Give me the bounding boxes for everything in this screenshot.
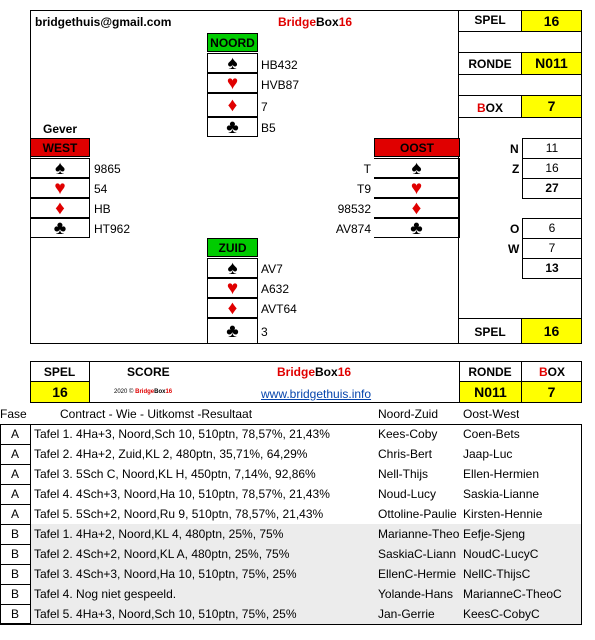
- oost-spade-cell: [374, 158, 460, 178]
- brand-part-2: Box: [316, 15, 339, 29]
- score-label: SCORE: [127, 365, 170, 379]
- oost-heart-cell: [374, 178, 460, 198]
- hcp-ow-total: 13: [545, 261, 559, 275]
- hcp-n-label: N: [510, 142, 519, 156]
- score-brand-part-3: 16: [337, 365, 352, 379]
- oost-clubs: AV874: [335, 222, 371, 236]
- hcp-o-label: O: [510, 222, 520, 236]
- spel-bottom-value: 16: [543, 323, 560, 339]
- zuid-diamonds: AVT64: [261, 302, 297, 316]
- row-fase: A: [10, 467, 19, 481]
- row-nz: Kees-Coby: [378, 427, 438, 441]
- hcp-z-value: 16: [545, 161, 559, 175]
- heart-icon: ♥: [226, 72, 239, 94]
- noord-diamond-cell: [207, 93, 258, 117]
- noord-diamonds: 7: [261, 100, 268, 114]
- row-nz: EllenC-Hermie: [378, 567, 457, 581]
- oost-hearts: T9: [356, 182, 371, 196]
- row-fase: A: [10, 427, 19, 441]
- score-brand-part-1: Bridge: [277, 365, 316, 379]
- score-box-label: [522, 365, 582, 379]
- score-spel-label: SPEL: [43, 365, 76, 379]
- score-box-label-b: B: [538, 365, 548, 379]
- zuid-heart-cell: [207, 278, 258, 298]
- score-brand-part-2: Box: [315, 365, 338, 379]
- west-heart-cell: [30, 178, 90, 198]
- noord-hearts: HVB87: [261, 78, 300, 92]
- ronde-label: RONDE: [468, 57, 512, 71]
- row-ow: KeesC-CobyC: [463, 607, 540, 621]
- hcp-w-value: 7: [548, 241, 556, 255]
- row-ow: Eefje-Sjeng: [463, 527, 526, 541]
- club-icon: ♣: [410, 217, 423, 239]
- score-spel-value: 16: [52, 384, 68, 400]
- hcp-w-label: W: [508, 242, 520, 256]
- col-contract: Contract - Wie - Uitkomst -Resultaat: [60, 407, 253, 421]
- noord-clubs: B5: [261, 121, 276, 135]
- spade-icon: ♠: [227, 257, 238, 279]
- west-clubs: HT962: [94, 222, 131, 236]
- west-club-cell: [30, 218, 90, 238]
- west-header: WEST: [30, 138, 90, 157]
- row-fase: B: [10, 567, 19, 581]
- hcp-o-value: 6: [548, 221, 556, 235]
- col-nz: Noord-Zuid: [378, 407, 439, 421]
- row-ow: Coen-Bets: [463, 427, 520, 441]
- website-link[interactable]: www.bridgethuis.info: [261, 387, 372, 401]
- row-contract: Tafel 2. 4Ha+2, Zuid,KL 2, 480ptn, 35,71%, 64,29%: [34, 447, 308, 461]
- spel-value: 16: [543, 13, 560, 29]
- score-box-label-rest: OX: [547, 365, 565, 379]
- zuid-diamond-cell: [207, 298, 258, 318]
- oost-diamonds: 98532: [337, 202, 371, 216]
- col-fase: Fase: [0, 407, 27, 421]
- score-box-value: 7: [547, 384, 556, 400]
- diamond-icon: ♦: [411, 197, 422, 219]
- row-nz: Noud-Lucy: [378, 487, 437, 501]
- box-label: [459, 101, 521, 115]
- row-contract: Tafel 1. 4Ha+2, Noord,KL 4, 480ptn, 25%, 75%: [34, 527, 284, 541]
- spade-icon: ♠: [227, 52, 238, 74]
- score-brand: [277, 365, 351, 379]
- noord-header: NOORD: [207, 33, 258, 52]
- row-contract: Tafel 2. 4Sch+2, Noord,KL A, 480ptn, 25%, 75%: [34, 547, 290, 561]
- row-ow: NellC-ThijsC: [463, 567, 531, 581]
- gever-label: Gever: [43, 122, 78, 136]
- zuid-club-cell: [207, 318, 258, 344]
- heart-icon: ♥: [226, 277, 239, 299]
- row-contract: Tafel 3. 4Sch+3, Noord,Ha 10, 510ptn, 75%, 25%: [34, 567, 297, 581]
- west-diamonds: HB: [94, 202, 111, 216]
- row-fase: B: [10, 607, 19, 621]
- row-ow: Ellen-Hermien: [463, 467, 540, 481]
- hcp-n-value: 11: [545, 141, 559, 155]
- box-label-b: B: [476, 101, 486, 115]
- box-value: 7: [547, 98, 556, 114]
- noord-spade-cell: [207, 53, 258, 73]
- copyright-brand-1: Bridge: [135, 389, 155, 395]
- zuid-spade-cell: [207, 258, 258, 278]
- copyright: [114, 389, 172, 395]
- score-ronde-value: N011: [474, 384, 507, 400]
- hcp-z-label: Z: [512, 162, 520, 176]
- row-nz: Marianne-Theo: [378, 527, 460, 541]
- club-icon: ♣: [53, 217, 67, 239]
- row-contract: Tafel 5. 5Sch+2, Noord,Ru 9, 510ptn, 78,57%, 21,43%: [34, 507, 324, 521]
- email-label: bridgethuis@gmail.com: [35, 15, 172, 29]
- noord-heart-cell: [207, 73, 258, 93]
- brand-part-3: 16: [338, 15, 353, 29]
- row-fase: B: [10, 527, 19, 541]
- row-ow: NoudC-LucyC: [463, 547, 539, 561]
- diamond-icon: ♦: [227, 297, 238, 319]
- row-fase: A: [10, 487, 19, 501]
- zuid-spades: AV7: [261, 262, 283, 276]
- west-spades: 9865: [94, 162, 121, 176]
- oost-header: OOST: [374, 138, 460, 157]
- heart-icon: ♥: [410, 177, 423, 199]
- row-fase: A: [10, 507, 19, 521]
- box-label-rest: OX: [485, 101, 503, 115]
- spel-label: SPEL: [474, 13, 506, 27]
- row-contract: Tafel 1. 4Ha+3, Noord,Sch 10, 510ptn, 78,57%, 21,43%: [34, 427, 330, 441]
- oost-spades: T: [363, 162, 371, 176]
- west-hearts: 54: [94, 182, 108, 196]
- diamond-icon: ♦: [227, 94, 238, 116]
- zuid-clubs: 3: [261, 325, 268, 339]
- row-nz: Chris-Bert: [378, 447, 433, 461]
- row-contract: Tafel 3. 5Sch C, Noord,KL H, 450ptn, 7,14%, 92,86%: [34, 467, 316, 481]
- copyright-brand-3: 16: [165, 389, 173, 395]
- row-nz: Nell-Thijs: [378, 467, 429, 481]
- brand-part-1: Bridge: [278, 15, 317, 29]
- row-ow: MarianneC-TheoC: [463, 587, 562, 601]
- row-contract: Tafel 5. 4Ha+3, Noord,Sch 10, 510ptn, 75%, 25%: [34, 607, 297, 621]
- row-nz: Ottoline-Paulie: [378, 507, 457, 521]
- row-ow: Kirsten-Hennie: [463, 507, 543, 521]
- diamond-icon: ♦: [55, 197, 65, 219]
- row-contract: Tafel 4. 4Sch+3, Noord,Ha 10, 510ptn, 78,57%, 21,43%: [34, 487, 330, 501]
- row-nz: Jan-Gerrie: [378, 607, 435, 621]
- row-fase: A: [10, 447, 19, 461]
- spade-icon: ♠: [411, 157, 422, 179]
- row-nz: Yolande-Hans: [378, 587, 453, 601]
- col-ow: Oost-West: [463, 407, 520, 421]
- row-contract: Tafel 4. Nog niet gespeeld.: [34, 587, 177, 601]
- ronde-value: N011: [535, 55, 568, 71]
- heart-icon: ♥: [54, 177, 66, 199]
- zuid-header: ZUID: [207, 238, 258, 257]
- score-ronde-label: RONDE: [468, 365, 512, 379]
- brand-title: [278, 15, 352, 29]
- row-fase: B: [10, 547, 19, 561]
- west-spade-cell: [30, 158, 90, 178]
- copyright-text: 2020 ©: [114, 389, 136, 395]
- spade-icon: ♠: [54, 157, 66, 179]
- copyright-brand-2: Box: [154, 389, 166, 395]
- spel-bottom-label: SPEL: [474, 325, 506, 339]
- noord-club-cell: [207, 117, 258, 137]
- row-nz: SaskiaC-Liann: [378, 547, 457, 561]
- row-fase: B: [10, 587, 19, 601]
- west-diamond-cell: [30, 198, 90, 218]
- oost-club-cell: [374, 218, 460, 238]
- club-icon: ♣: [226, 116, 239, 138]
- noord-spades: HB432: [261, 58, 298, 72]
- row-ow: Saskia-Lianne: [463, 487, 540, 501]
- row-ow: Jaap-Luc: [463, 447, 513, 461]
- hcp-nz-total: 27: [545, 181, 559, 195]
- zuid-hearts: A632: [261, 282, 290, 296]
- oost-diamond-cell: [374, 198, 460, 218]
- club-icon: ♣: [226, 320, 239, 342]
